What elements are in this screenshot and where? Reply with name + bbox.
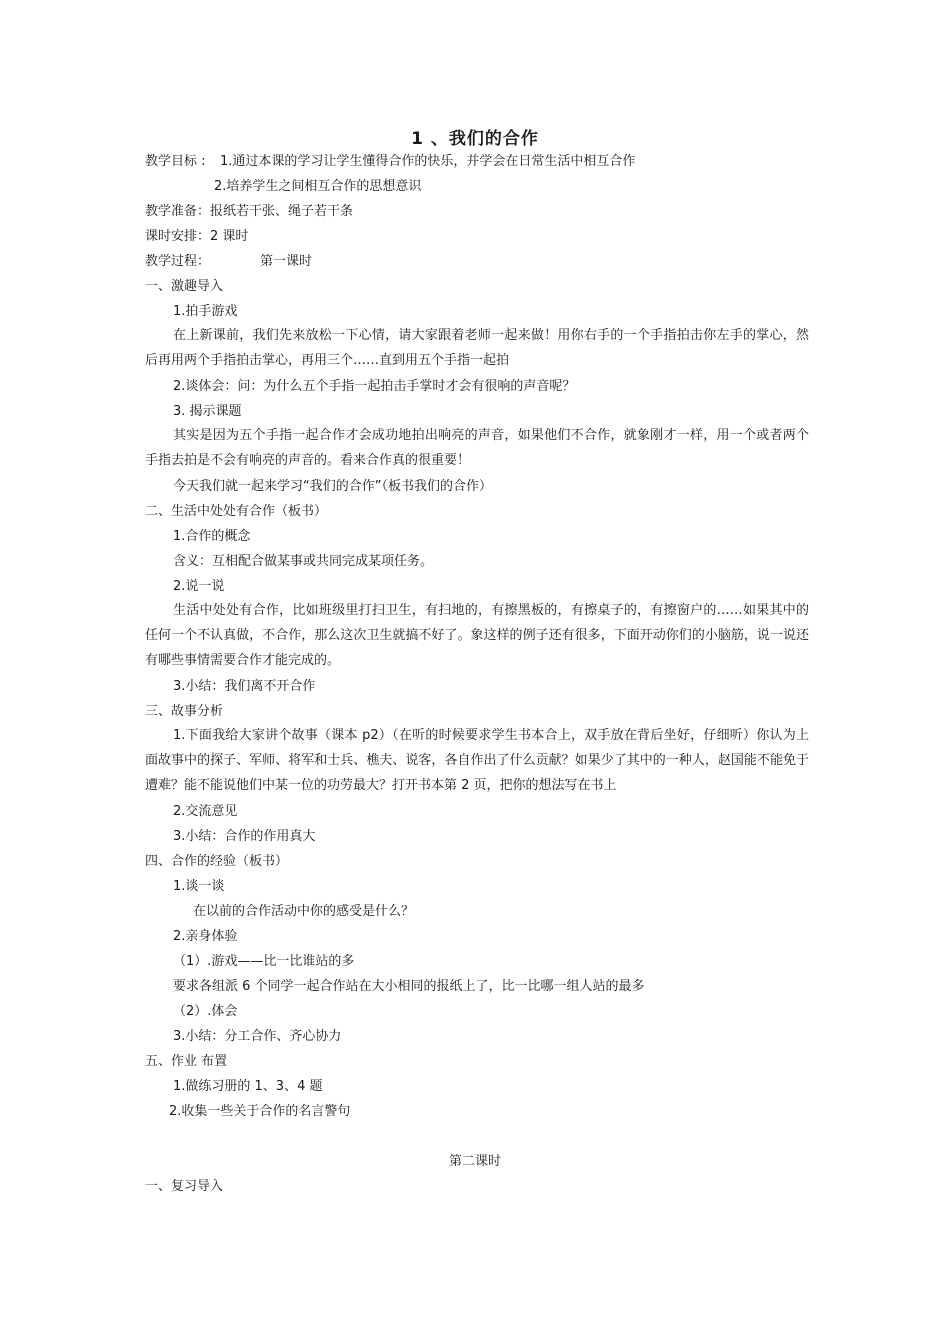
section-2-definition: 含义：互相配合做某事或共同完成某项任务。 [173, 554, 434, 569]
section-5-item-2: 2.收集一些关于合作的名言警句 [169, 1104, 351, 1119]
section-2-item-3: 3.小结：我们离不开合作 [173, 679, 316, 694]
section-2-paragraph-1: 生活中处处有合作，比如班级里打扫卫生，有扫地的，有擦黑板的，有擦桌子的，有擦窗户的……如果其中的任何一个不认真做，不合作，那么这次卫生就搞不好了。象这样的例子还有很多，下面开动你们的小脑筋，说一说还有哪些事情需要合作才能完成的。 [145, 603, 809, 668]
section-3-heading: 三、故事分析 [145, 704, 224, 719]
section-3-item-2: 2.交流意见 [173, 804, 238, 819]
section-2-item-1: 1.合作的概念 [173, 529, 251, 544]
objective-2: 2.培养学生之间相互合作的思想意识 [214, 179, 422, 194]
section-2-item-2: 2.说一说 [173, 579, 225, 594]
objectives-label: 教学目标 : [145, 154, 206, 169]
section-4-requirement: 要求各组派 6 个同学一起合作站在大小相同的报纸上了，比一比哪一组人站的最多 [173, 979, 645, 994]
section-1-item-1: 1.拍手游戏 [173, 304, 238, 319]
section-1-item-2: 2.谈体会：问：为什么五个手指一起拍击手掌时才会有很响的声音呢？ [173, 379, 576, 394]
lesson-2-label: 第二课时 [448, 1154, 501, 1169]
section-5-heading: 五、作业 布置 [145, 1054, 228, 1069]
preparation-line: 教学准备：报纸若干张、绳子若干条 [145, 204, 354, 219]
section-4-heading: 四、合作的经验（板书） [145, 854, 289, 869]
process-label: 教学过程： [145, 254, 211, 269]
section-1-heading: 一、激趣导入 [145, 279, 224, 294]
section-4-item-1: 1.谈一谈 [173, 879, 225, 894]
section-4-sub-2: （2）.体会 [173, 1004, 238, 1019]
section-2-heading: 二、生活中处处有合作（板书） [145, 504, 328, 519]
objective-1: 1.通过本课的学习让学生懂得合作的快乐，并学会在日常生活中相互合作 [220, 154, 636, 169]
section-3-item-3: 3.小结：合作的作用真大 [173, 829, 316, 844]
section-4-item-3: 3.小结：分工合作、齐心协力 [173, 1029, 342, 1044]
section-1-item-3: 3. 揭示课题 [173, 404, 242, 419]
page-title: 1 、我们的合作 [411, 129, 539, 149]
lesson-1-label: 第一课时 [260, 254, 313, 269]
section-1-paragraph-2: 其实是因为五个手指一起合作才会成功地拍出响亮的声音，如果他们不合作，就象刚才一样，用一个或者两个手指去拍是不会有响亮的声音的。看来合作真的很重要！ [145, 428, 809, 468]
schedule-line: 课时安排：2 课时 [145, 229, 249, 244]
section-3-paragraph-1: 1.下面我给大家讲个故事（课本 p2）（在听的时候要求学生书本合上，双手放在背后坐好，仔细听）你认为上面故事中的探子、军师、将军和士兵、樵夫、说客，各自作出了什么贡献？如果少了其中的一种人，赵国能不能免于遭难？能不能说他们中某一位的功劳最大？打开书本第 2 页，把你的想法写在书上 [145, 728, 809, 793]
section-4-sub-1: （1）.游戏——比一比谁站的多 [173, 954, 355, 969]
section-1-paragraph-3: 今天我们就一起来学习“我们的合作”（板书我们的合作） [173, 479, 492, 494]
section-4-item-2: 2.亲身体验 [173, 929, 238, 944]
section-5-item-1: 1.做练习册的 1、3、4 题 [173, 1079, 323, 1094]
lesson-2-section-1-heading: 一、复习导入 [145, 1179, 224, 1194]
section-1-paragraph-1: 在上新课前，我们先来放松一下心情，请大家跟着老师一起来做！用你右手的一个手指拍击你左手的掌心，然后再用两个手指拍击掌心，再用三个……直到用五个手指一起拍 [145, 328, 809, 368]
section-4-question: 在以前的合作活动中你的感受是什么？ [193, 904, 415, 919]
